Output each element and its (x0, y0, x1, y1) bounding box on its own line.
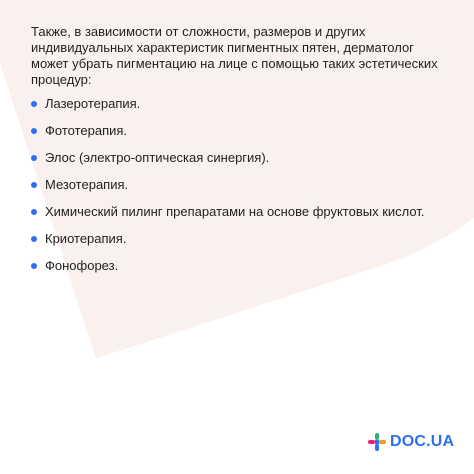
list-item (31, 150, 451, 177)
intro-paragraph: Также, в зависимости от сложности, размеров и других индивидуальных характеристик пигментных пятен, дерматолог может убрать пигментацию на лице с помощью таких эстетических процедур: (31, 24, 438, 87)
list-item (31, 177, 451, 204)
list-item (31, 258, 451, 285)
list-item-text: Криотерапия. (45, 231, 127, 246)
bullet-icon (31, 236, 37, 242)
list-item-text: Лазеротерапия. (45, 96, 141, 111)
list-item-text: Химический пилинг препаратами на основе фруктовых кислот. (45, 204, 425, 219)
list-item-text: Элос (электро-оптическая синергия). (45, 150, 270, 165)
list-item-text: Фонофорез. (45, 258, 119, 273)
bullet-icon (31, 101, 37, 107)
content (31, 24, 451, 285)
doc-ua-logo (368, 431, 454, 453)
list-item (31, 204, 451, 231)
bullet-icon (31, 128, 37, 134)
bullet-icon (31, 182, 37, 188)
procedure-list (31, 96, 451, 285)
list-item (31, 231, 451, 258)
list-item-text: Мезотерапия. (45, 177, 129, 192)
bullet-icon (31, 155, 37, 161)
doc-ua-logo-mark-icon (368, 433, 386, 451)
bullet-icon (31, 263, 37, 269)
list-item-text: Фототерапия. (45, 123, 128, 138)
list-item (31, 96, 451, 123)
bullet-icon (31, 209, 37, 215)
logo-text: DOC.UA (390, 433, 455, 450)
list-item (31, 123, 451, 150)
